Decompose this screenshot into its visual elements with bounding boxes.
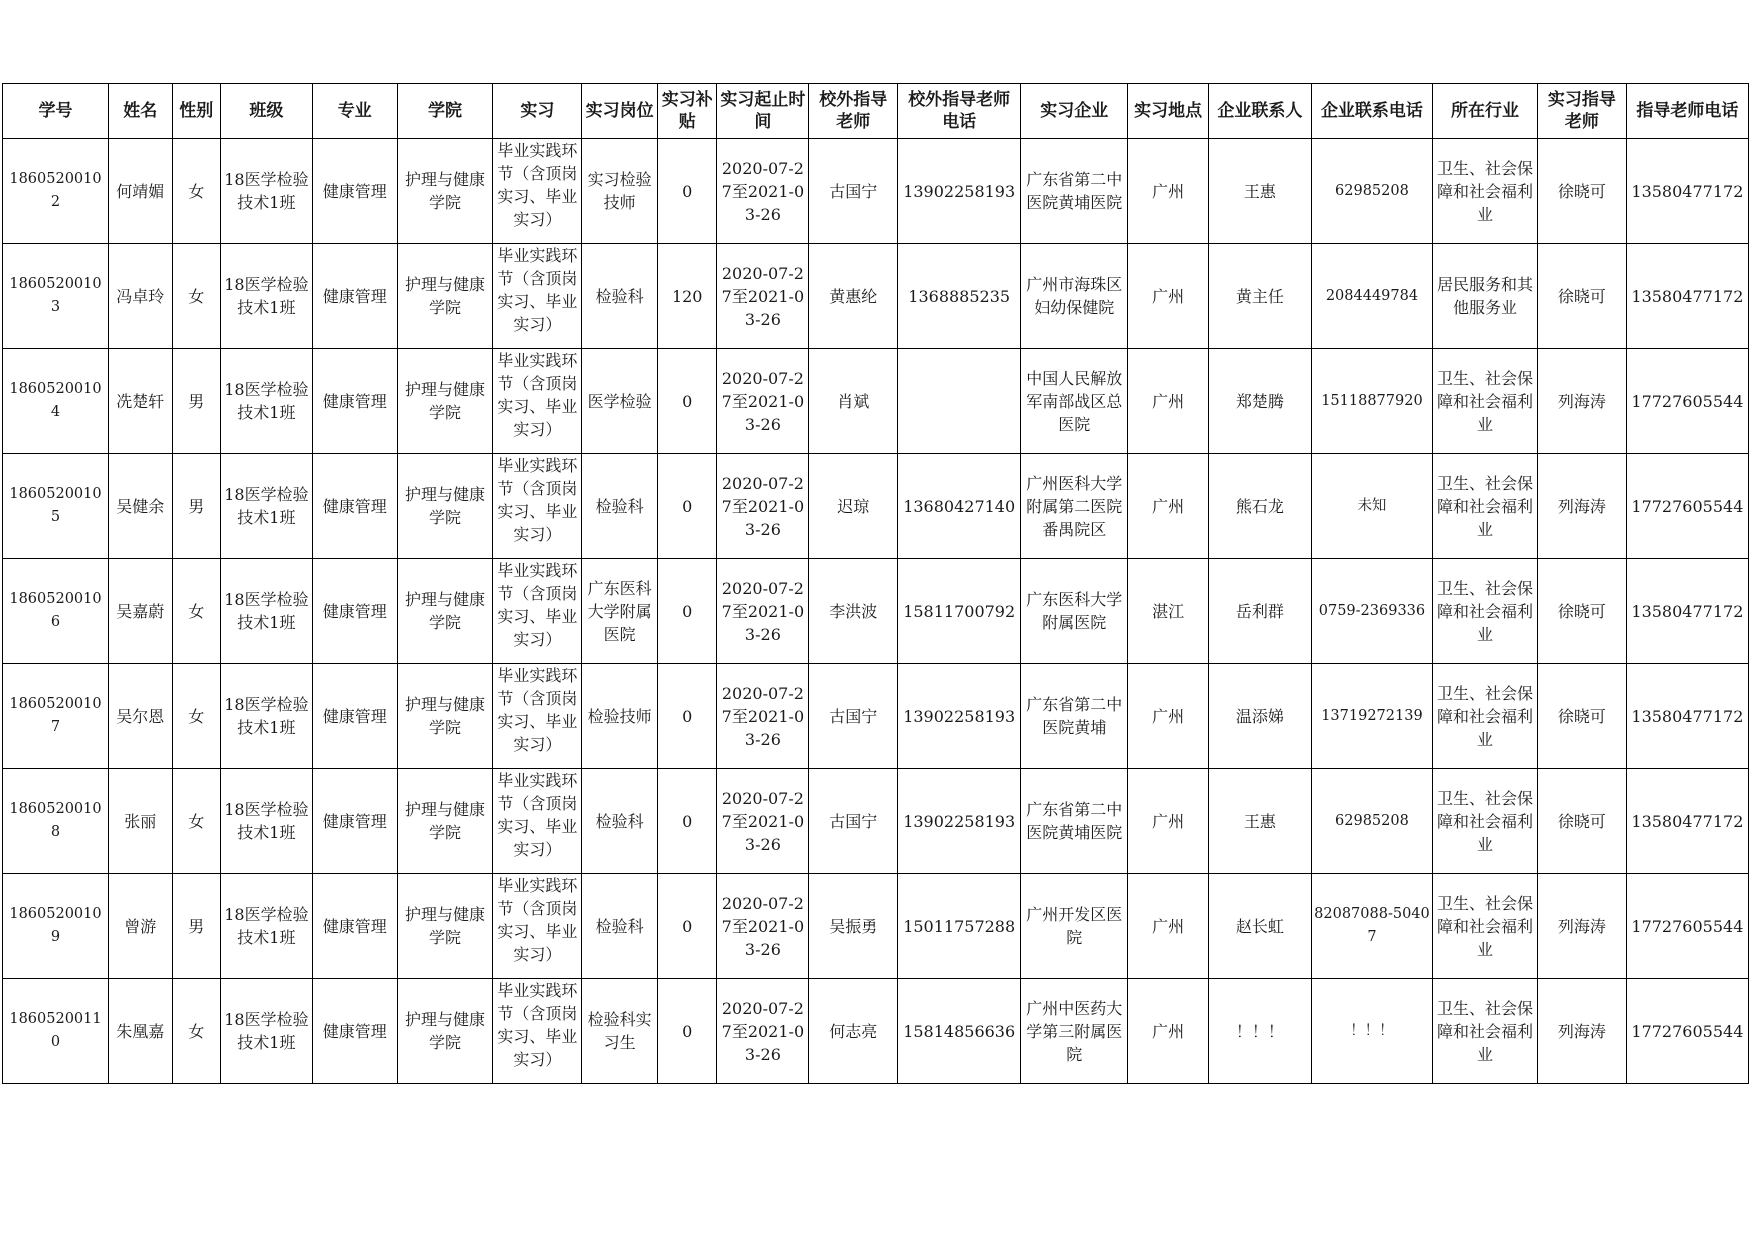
cell-location: 广州 [1128,349,1209,454]
cell-gender: 女 [172,769,220,874]
header-major: 专业 [312,84,397,139]
cell-company: 广州医科大学附属第二医院番禺院区 [1021,454,1128,559]
table-header [3,84,1749,139]
cell-external-advisor-phone: 15814856636 [898,979,1021,1084]
cell-name: 朱凰嘉 [108,979,172,1084]
cell-advisor-phone: 13580477172 [1626,664,1748,769]
cell-advisor: 徐晓可 [1537,244,1626,349]
cell-advisor-phone: 17727605544 [1626,349,1748,454]
internship-table [2,83,1749,1084]
cell-student-id: 18605200109 [3,874,109,979]
cell-name: 冯卓玲 [108,244,172,349]
cell-gender: 女 [172,244,220,349]
cell-industry: 居民服务和其他服务业 [1433,244,1538,349]
cell-external-advisor: 李洪波 [809,559,898,664]
header-period: 实习起止时间 [717,84,809,139]
cell-college: 护理与健康学院 [397,874,493,979]
cell-class: 18医学检验技术1班 [220,664,312,769]
cell-class: 18医学检验技术1班 [220,874,312,979]
cell-advisor-phone: 13580477172 [1626,244,1748,349]
table-body [3,139,1749,1084]
cell-name: 吴尔恩 [108,664,172,769]
cell-advisor-phone: 17727605544 [1626,874,1748,979]
cell-position: 检验科 [582,454,658,559]
cell-location: 广州 [1128,979,1209,1084]
cell-location: 广州 [1128,139,1209,244]
header-position: 实习岗位 [582,84,658,139]
cell-advisor: 徐晓可 [1537,139,1626,244]
table-row [3,139,1749,244]
cell-advisor-phone: 13580477172 [1626,559,1748,664]
cell-subsidy: 0 [657,874,717,979]
cell-college: 护理与健康学院 [397,244,493,349]
cell-company-phone: 82087088-50407 [1311,874,1432,979]
cell-industry: 卫生、社会保障和社会福利业 [1433,664,1538,769]
cell-major: 健康管理 [312,979,397,1084]
cell-external-advisor: 肖斌 [809,349,898,454]
cell-external-advisor-phone: 15811700792 [898,559,1021,664]
cell-student-id: 18605200110 [3,979,109,1084]
cell-college: 护理与健康学院 [397,664,493,769]
cell-company-phone: ！！！ [1311,979,1432,1084]
cell-period: 2020-07-27至2021-03-26 [717,874,809,979]
cell-advisor: 列海涛 [1537,454,1626,559]
cell-company: 广州市海珠区妇幼保健院 [1021,244,1128,349]
cell-company-contact: ！！！ [1208,979,1311,1084]
cell-subsidy: 0 [657,454,717,559]
cell-location: 广州 [1128,664,1209,769]
internship-text: 毕业实践环节（含顶岗实习、毕业实习） [497,246,578,334]
cell-class: 18医学检验技术1班 [220,454,312,559]
cell-period: 2020-07-27至2021-03-26 [717,979,809,1084]
table-row [3,244,1749,349]
cell-position: 检验技师 [582,664,658,769]
header-college: 学院 [397,84,493,139]
cell-company: 广东医科大学附属医院 [1021,559,1128,664]
cell-advisor: 徐晓可 [1537,769,1626,874]
cell-period: 2020-07-27至2021-03-26 [717,559,809,664]
cell-student-id: 18605200105 [3,454,109,559]
header-advisor: 实习指导老师 [1537,84,1626,139]
cell-name: 何靖媚 [108,139,172,244]
header-gender: 性别 [172,84,220,139]
cell-industry: 卫生、社会保障和社会福利业 [1433,874,1538,979]
cell-external-advisor-phone: 13902258193 [898,769,1021,874]
internship-text: 毕业实践环节（含顶岗实习、毕业实习） [497,351,578,439]
header-name: 姓名 [108,84,172,139]
cell-gender: 男 [172,454,220,559]
cell-industry: 卫生、社会保障和社会福利业 [1433,769,1538,874]
cell-industry: 卫生、社会保障和社会福利业 [1433,349,1538,454]
internship-text: 毕业实践环节（含顶岗实习、毕业实习） [497,141,578,229]
cell-position: 医学检验 [582,349,658,454]
cell-subsidy: 0 [657,559,717,664]
cell-industry: 卫生、社会保障和社会福利业 [1433,979,1538,1084]
cell-external-advisor: 古国宁 [809,664,898,769]
cell-external-advisor-phone: 1368885235 [898,244,1021,349]
cell-college: 护理与健康学院 [397,139,493,244]
cell-company-phone: 未知 [1311,454,1432,559]
cell-position: 检验科 [582,874,658,979]
internship-text: 毕业实践环节（含顶岗实习、毕业实习） [497,981,578,1069]
cell-company-contact: 熊石龙 [1208,454,1311,559]
cell-company-phone: 2084449784 [1311,244,1432,349]
cell-internship [493,979,582,1084]
cell-student-id: 18605200104 [3,349,109,454]
cell-class: 18医学检验技术1班 [220,139,312,244]
cell-position: 检验科 [582,244,658,349]
cell-student-id: 18605200107 [3,664,109,769]
cell-major: 健康管理 [312,769,397,874]
cell-position: 检验科 [582,769,658,874]
cell-external-advisor: 古国宁 [809,769,898,874]
cell-class: 18医学检验技术1班 [220,559,312,664]
header-subsidy: 实习补贴 [657,84,717,139]
cell-location: 广州 [1128,244,1209,349]
cell-internship [493,559,582,664]
cell-class: 18医学检验技术1班 [220,244,312,349]
cell-student-id: 18605200108 [3,769,109,874]
cell-major: 健康管理 [312,559,397,664]
cell-class: 18医学检验技术1班 [220,769,312,874]
cell-college: 护理与健康学院 [397,349,493,454]
cell-industry: 卫生、社会保障和社会福利业 [1433,139,1538,244]
cell-location: 湛江 [1128,559,1209,664]
cell-company-contact: 岳利群 [1208,559,1311,664]
table-row [3,664,1749,769]
table-row [3,454,1749,559]
cell-position: 检验科实习生 [582,979,658,1084]
cell-company-contact: 赵长虹 [1208,874,1311,979]
cell-advisor: 徐晓可 [1537,664,1626,769]
cell-company-phone: 15118877920 [1311,349,1432,454]
cell-company-contact: 王惠 [1208,139,1311,244]
cell-subsidy: 120 [657,244,717,349]
header-class: 班级 [220,84,312,139]
cell-period: 2020-07-27至2021-03-26 [717,244,809,349]
cell-period: 2020-07-27至2021-03-26 [717,349,809,454]
cell-subsidy: 0 [657,979,717,1084]
header-advisor-phone: 指导老师电话 [1626,84,1748,139]
cell-gender: 男 [172,874,220,979]
header-external-advisor-phone: 校外指导老师电话 [898,84,1021,139]
cell-internship [493,454,582,559]
cell-external-advisor: 吴振勇 [809,874,898,979]
cell-subsidy: 0 [657,664,717,769]
cell-college: 护理与健康学院 [397,559,493,664]
cell-name: 张丽 [108,769,172,874]
header-industry: 所在行业 [1433,84,1538,139]
cell-external-advisor: 迟琼 [809,454,898,559]
cell-company-contact: 王惠 [1208,769,1311,874]
cell-company-phone: 62985208 [1311,139,1432,244]
cell-major: 健康管理 [312,244,397,349]
cell-external-advisor: 黄惠纶 [809,244,898,349]
cell-name: 吴健余 [108,454,172,559]
cell-company-contact: 郑楚腾 [1208,349,1311,454]
cell-subsidy: 0 [657,349,717,454]
internship-text: 毕业实践环节（含顶岗实习、毕业实习） [497,456,578,544]
cell-industry: 卫生、社会保障和社会福利业 [1433,559,1538,664]
cell-external-advisor: 何志亮 [809,979,898,1084]
cell-student-id: 18605200102 [3,139,109,244]
cell-subsidy: 0 [657,139,717,244]
table-row [3,769,1749,874]
cell-subsidy: 0 [657,769,717,874]
cell-class: 18医学检验技术1班 [220,349,312,454]
cell-major: 健康管理 [312,454,397,559]
header-student-id: 学号 [3,84,109,139]
cell-external-advisor-phone: 15011757288 [898,874,1021,979]
cell-advisor: 徐晓可 [1537,559,1626,664]
header-internship: 实习 [493,84,582,139]
cell-industry: 卫生、社会保障和社会福利业 [1433,454,1538,559]
cell-location: 广州 [1128,454,1209,559]
cell-advisor-phone: 17727605544 [1626,454,1748,559]
cell-period: 2020-07-27至2021-03-26 [717,769,809,874]
cell-internship [493,769,582,874]
cell-company-contact: 温添娣 [1208,664,1311,769]
cell-gender: 女 [172,559,220,664]
cell-internship [493,664,582,769]
internship-text: 毕业实践环节（含顶岗实习、毕业实习） [497,771,578,859]
cell-major: 健康管理 [312,139,397,244]
cell-major: 健康管理 [312,664,397,769]
header-company-contact: 企业联系人 [1208,84,1311,139]
cell-gender: 女 [172,979,220,1084]
internship-text: 毕业实践环节（含顶岗实习、毕业实习） [497,876,578,964]
cell-external-advisor: 古国宁 [809,139,898,244]
cell-period: 2020-07-27至2021-03-26 [717,139,809,244]
table-row [3,559,1749,664]
header-company: 实习企业 [1021,84,1128,139]
cell-student-id: 18605200106 [3,559,109,664]
cell-college: 护理与健康学院 [397,979,493,1084]
cell-company-phone: 13719272139 [1311,664,1432,769]
cell-company-phone: 0759-2369336 [1311,559,1432,664]
cell-company: 广州中医药大学第三附属医院 [1021,979,1128,1084]
cell-period: 2020-07-27至2021-03-26 [717,454,809,559]
cell-company: 广东省第二中医院黄埔医院 [1021,769,1128,874]
table-row [3,874,1749,979]
cell-location: 广州 [1128,769,1209,874]
cell-external-advisor-phone: 13902258193 [898,664,1021,769]
cell-advisor: 列海涛 [1537,349,1626,454]
cell-position: 广东医科大学附属医院 [582,559,658,664]
cell-company: 广州开发区医院 [1021,874,1128,979]
cell-external-advisor-phone [898,349,1021,454]
cell-company: 中国人民解放军南部战区总医院 [1021,349,1128,454]
cell-name: 吴嘉蔚 [108,559,172,664]
cell-internship [493,139,582,244]
cell-external-advisor-phone: 13902258193 [898,139,1021,244]
cell-advisor-phone: 13580477172 [1626,139,1748,244]
cell-major: 健康管理 [312,349,397,454]
cell-name: 冼楚轩 [108,349,172,454]
cell-gender: 女 [172,139,220,244]
cell-class: 18医学检验技术1班 [220,979,312,1084]
cell-advisor: 列海涛 [1537,979,1626,1084]
cell-company: 广东省第二中医院黄埔医院 [1021,139,1128,244]
cell-period: 2020-07-27至2021-03-26 [717,664,809,769]
cell-student-id: 18605200103 [3,244,109,349]
cell-internship [493,874,582,979]
cell-position: 实习检验技师 [582,139,658,244]
table-row [3,979,1749,1084]
header-location: 实习地点 [1128,84,1209,139]
header-row [3,84,1749,139]
cell-internship [493,244,582,349]
header-company-phone: 企业联系电话 [1311,84,1432,139]
cell-gender: 女 [172,664,220,769]
cell-company: 广东省第二中医院黄埔 [1021,664,1128,769]
cell-name: 曾游 [108,874,172,979]
cell-location: 广州 [1128,874,1209,979]
cell-internship [493,349,582,454]
header-external-advisor: 校外指导老师 [809,84,898,139]
cell-college: 护理与健康学院 [397,769,493,874]
cell-advisor: 列海涛 [1537,874,1626,979]
cell-advisor-phone: 13580477172 [1626,769,1748,874]
cell-company-phone: 62985208 [1311,769,1432,874]
cell-company-contact: 黄主任 [1208,244,1311,349]
internship-text: 毕业实践环节（含顶岗实习、毕业实习） [497,561,578,649]
cell-college: 护理与健康学院 [397,454,493,559]
cell-advisor-phone: 17727605544 [1626,979,1748,1084]
cell-external-advisor-phone: 13680427140 [898,454,1021,559]
table-row [3,349,1749,454]
cell-gender: 男 [172,349,220,454]
cell-major: 健康管理 [312,874,397,979]
internship-text: 毕业实践环节（含顶岗实习、毕业实习） [497,666,578,754]
